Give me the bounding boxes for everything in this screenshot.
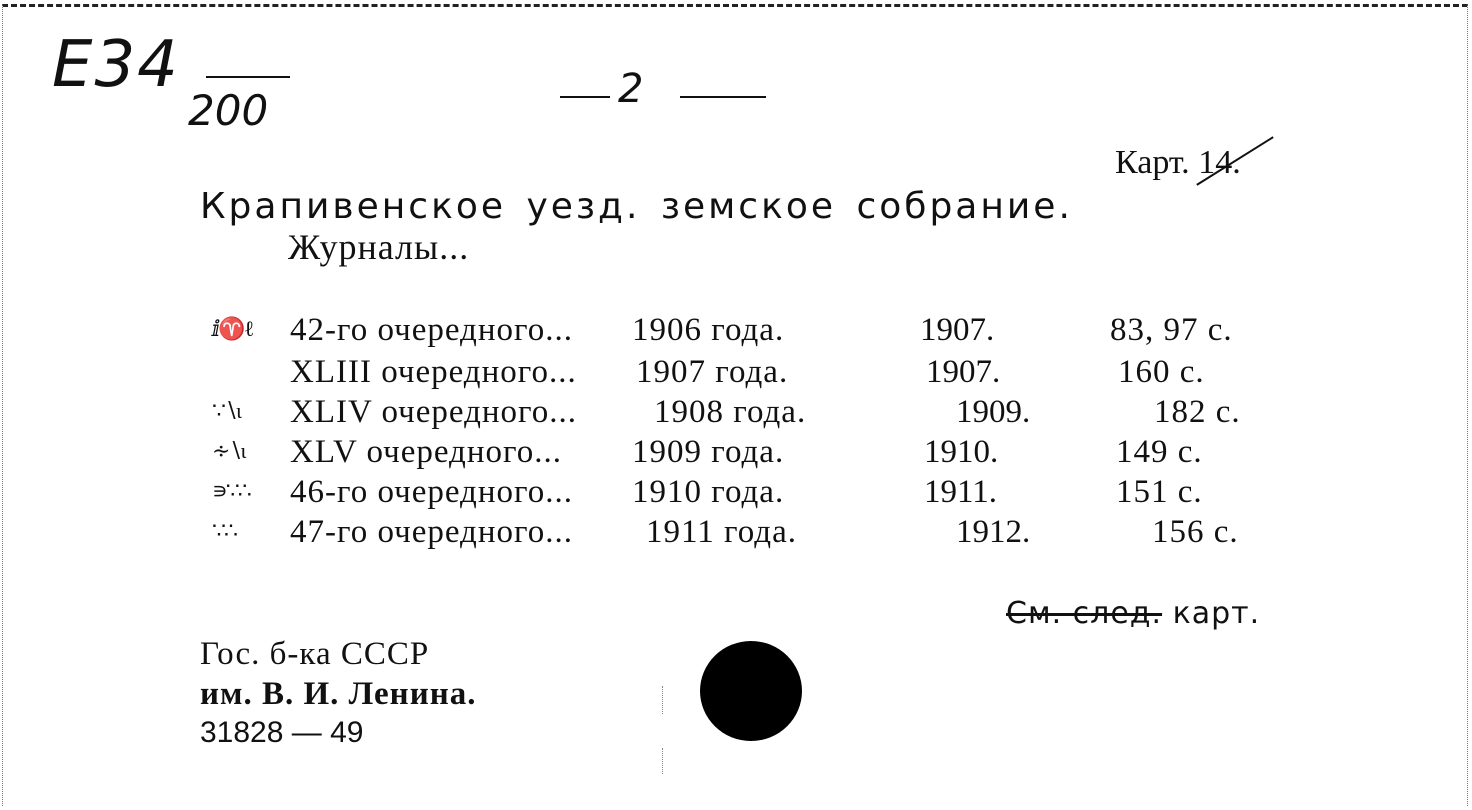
entry-published: 1907. xyxy=(926,354,1001,390)
stamp-mark: ⅈ♈ℓ xyxy=(212,316,253,341)
library-line-2: им. В. И. Ленина. xyxy=(200,676,477,712)
guide-mark xyxy=(662,686,663,714)
punch-hole xyxy=(700,641,802,741)
library-line-1: Гос. б-ка СССР xyxy=(200,636,430,672)
guide-mark xyxy=(662,748,663,774)
entry-published: 1907. xyxy=(920,312,995,348)
entry-pages: 151 с. xyxy=(1116,474,1203,510)
entry-ordinal: 47-го очередного... xyxy=(290,514,573,550)
entry-ordinal: 42-го очередного... xyxy=(290,312,573,348)
see-next-card-note xyxy=(1006,596,1260,631)
shelf-mark: E34 xyxy=(52,28,180,102)
entry-ordinal: XLIV очередного... xyxy=(290,394,577,430)
entry-ordinal: XLIII очередного... xyxy=(290,354,577,390)
card-number xyxy=(1115,144,1241,182)
subtitle: Журналы... xyxy=(288,227,470,267)
entry-pages: 149 с. xyxy=(1116,434,1203,470)
entry-year: 1909 года. xyxy=(632,434,785,470)
entry-ordinal: XLV очередного... xyxy=(290,434,562,470)
entry-year: 1910 года. xyxy=(632,474,785,510)
card-number-label: Карт. xyxy=(1115,144,1190,181)
entry-published: 1911. xyxy=(924,474,998,510)
library-line-3: 31828 — 49 xyxy=(200,716,364,749)
entry-year: 1906 года. xyxy=(632,312,785,348)
entry-pages: 156 с. xyxy=(1152,514,1239,550)
entry-published: 1910. xyxy=(924,434,999,470)
entry-pages: 83, 97 с. xyxy=(1110,312,1233,348)
stamp-mark: ∻∖ι xyxy=(212,438,245,463)
stamp-mark: ∍∵∴ xyxy=(212,478,250,503)
entry-published: 1912. xyxy=(956,514,1031,550)
shelf-mark-divider xyxy=(206,76,290,78)
page-mark: 2 xyxy=(618,66,644,112)
stamp-mark: ∵∴ xyxy=(212,518,236,543)
page-mark-dash-right xyxy=(680,96,766,98)
page-mark-dash-left xyxy=(560,96,610,98)
see-next-rest: карт. xyxy=(1162,596,1261,631)
stamp-mark: ∵∖ι xyxy=(212,398,240,423)
entry-published: 1909. xyxy=(956,394,1031,430)
entry-pages: 160 с. xyxy=(1118,354,1205,390)
card-number-digits: 14. xyxy=(1198,144,1241,181)
entry-year: 1911 года. xyxy=(646,514,797,550)
entry-year: 1908 года. xyxy=(654,394,807,430)
entry-year: 1907 года. xyxy=(636,354,789,390)
page-title: Крапивенское уезд. земское собрание. xyxy=(200,186,1073,227)
entry-ordinal: 46-го очередного... xyxy=(290,474,573,510)
card-number-value xyxy=(1198,144,1241,181)
entry-pages: 182 с. xyxy=(1154,394,1241,430)
see-next-struck: См. след. xyxy=(1006,596,1163,631)
shelf-mark-sub: 200 xyxy=(188,86,269,135)
